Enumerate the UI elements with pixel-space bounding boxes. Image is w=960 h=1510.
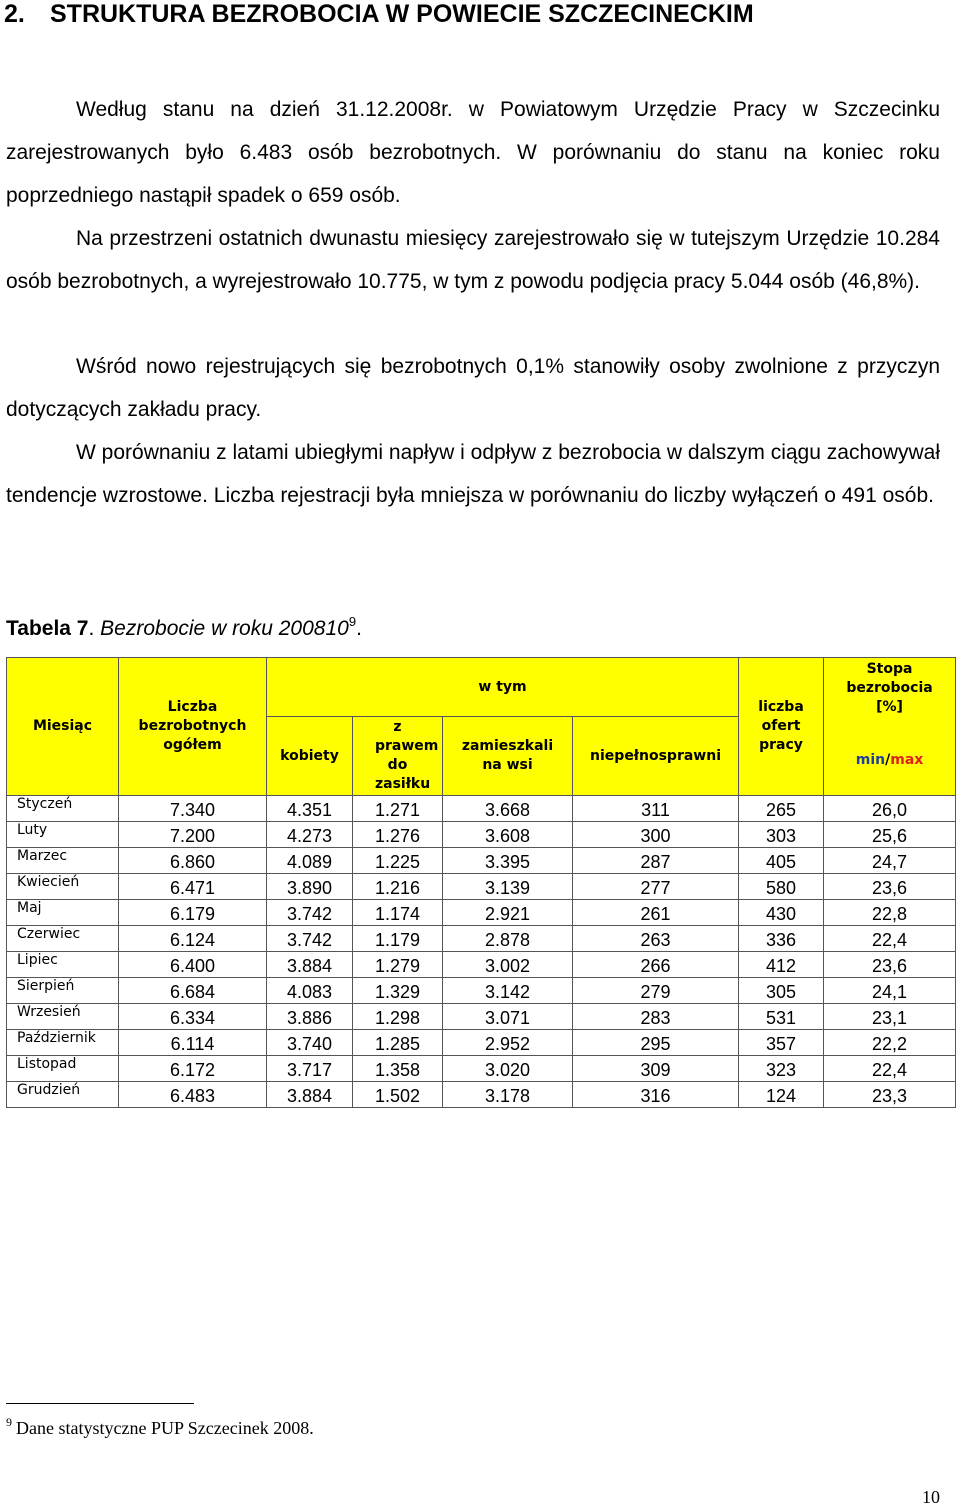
cell-rural: 3.395	[443, 848, 573, 874]
cell-rate: 23,6	[824, 952, 956, 978]
cell-benefit: 1.502	[353, 1082, 443, 1108]
cell-total: 6.179	[119, 900, 267, 926]
cell-offers: 430	[739, 900, 824, 926]
cell-benefit: 1.329	[353, 978, 443, 1004]
cell-rate: 24,7	[824, 848, 956, 874]
paragraph-3: Wśród nowo rejestrujących się bezrobotnych 0,1% stanowiły osoby zwolnione z przyczyn dotyczących zakładu pracy.	[6, 355, 940, 421]
cell-disabled: 277	[573, 874, 739, 900]
header-rate: Stopa bezrobocia [%] min/max	[824, 658, 956, 796]
cell-month: Wrzesień	[7, 1004, 119, 1030]
cell-disabled: 261	[573, 900, 739, 926]
footnote-number: 9	[6, 1415, 12, 1429]
cell-offers: 531	[739, 1004, 824, 1030]
cell-rate: 26,0	[824, 796, 956, 822]
cell-month: Listopad	[7, 1056, 119, 1082]
cell-total: 6.860	[119, 848, 267, 874]
cell-rural: 2.921	[443, 900, 573, 926]
cell-offers: 305	[739, 978, 824, 1004]
cell-rate: 24,1	[824, 978, 956, 1004]
table-row	[7, 874, 956, 900]
cell-rural: 3.002	[443, 952, 573, 978]
cell-women: 3.740	[267, 1030, 353, 1056]
cell-month: Grudzień	[7, 1082, 119, 1108]
cell-women: 3.742	[267, 926, 353, 952]
cell-total: 6.124	[119, 926, 267, 952]
cell-rural: 3.139	[443, 874, 573, 900]
footnote-text: Dane statystyczne PUP Szczecinek 2008.	[16, 1418, 314, 1438]
section-number: 2.	[4, 0, 25, 28]
cell-disabled: 287	[573, 848, 739, 874]
table-row	[7, 1004, 956, 1030]
cell-total: 6.483	[119, 1082, 267, 1108]
header-offers: liczba ofert pracy	[739, 658, 824, 796]
cell-women: 4.351	[267, 796, 353, 822]
paragraph-1: Według stanu na dzień 31.12.2008r. w Powiatowym Urzędzie Pracy w Szczecinku zarejestrowanych było 6.483 osób bezrobotnych. W porównaniu do stanu na koniec roku poprzedniego nastąpił spadek o 659 osób.	[6, 98, 940, 207]
cell-rate: 22,8	[824, 900, 956, 926]
table-row	[7, 900, 956, 926]
cell-women: 3.890	[267, 874, 353, 900]
header-benefit: z prawem do zasiłku	[353, 717, 443, 796]
cell-month: Maj	[7, 900, 119, 926]
cell-total: 6.400	[119, 952, 267, 978]
cell-disabled: 316	[573, 1082, 739, 1108]
cell-benefit: 1.174	[353, 900, 443, 926]
table-row	[7, 796, 956, 822]
cell-benefit: 1.358	[353, 1056, 443, 1082]
caption-title: Bezrobocie w roku 200810	[100, 617, 349, 640]
table-row	[7, 926, 956, 952]
caption-label: Tabela 7	[6, 617, 89, 640]
paragraph-4: W porównaniu z latami ubiegłymi napływ i odpływ z bezrobocia w dalszym ciągu zachowywał tendencje wzrostowe. Liczba rejestracji była mniejsza w porównaniu do liczby wyłączeń o 491 osób.	[6, 441, 940, 507]
cell-offers: 357	[739, 1030, 824, 1056]
cell-women: 3.717	[267, 1056, 353, 1082]
cell-women: 3.742	[267, 900, 353, 926]
header-women: kobiety	[267, 717, 353, 796]
cell-rural: 2.952	[443, 1030, 573, 1056]
cell-offers: 124	[739, 1082, 824, 1108]
cell-rural: 3.178	[443, 1082, 573, 1108]
table-row	[7, 1030, 956, 1056]
page-number: 10	[922, 1487, 940, 1507]
header-rate-minmax: min/max	[855, 752, 924, 768]
table-row	[7, 952, 956, 978]
cell-benefit: 1.216	[353, 874, 443, 900]
header-rural: zamieszkali na wsi	[443, 717, 573, 796]
cell-total: 6.114	[119, 1030, 267, 1056]
cell-offers: 323	[739, 1056, 824, 1082]
cell-month: Marzec	[7, 848, 119, 874]
header-total: Liczba bezrobotnych ogółem	[119, 658, 267, 796]
section-heading	[4, 0, 754, 29]
cell-rate: 22,2	[824, 1030, 956, 1056]
cell-rate: 23,6	[824, 874, 956, 900]
cell-rural: 3.668	[443, 796, 573, 822]
cell-offers: 336	[739, 926, 824, 952]
cell-benefit: 1.285	[353, 1030, 443, 1056]
cell-rate: 23,3	[824, 1082, 956, 1108]
cell-offers: 303	[739, 822, 824, 848]
footnote-rule	[6, 1403, 194, 1404]
cell-rural: 3.071	[443, 1004, 573, 1030]
cell-disabled: 279	[573, 978, 739, 1004]
cell-disabled: 263	[573, 926, 739, 952]
cell-disabled: 309	[573, 1056, 739, 1082]
cell-benefit: 1.225	[353, 848, 443, 874]
cell-disabled: 311	[573, 796, 739, 822]
cell-rural: 2.878	[443, 926, 573, 952]
cell-women: 4.083	[267, 978, 353, 1004]
cell-offers: 265	[739, 796, 824, 822]
table-caption: Tabela 7. Bezrobocie w roku 200810$^9$.	[6, 614, 362, 640]
cell-benefit: 1.271	[353, 796, 443, 822]
header-month: Miesiąc	[7, 658, 119, 796]
footnote-ref[interactable]: 9	[348, 614, 357, 629]
cell-women: 3.884	[267, 952, 353, 978]
cell-month: Lipiec	[7, 952, 119, 978]
cell-total: 6.684	[119, 978, 267, 1004]
table-row	[7, 1056, 956, 1082]
cell-total: 7.340	[119, 796, 267, 822]
cell-rate: 23,1	[824, 1004, 956, 1030]
cell-total: 7.200	[119, 822, 267, 848]
cell-women: 4.089	[267, 848, 353, 874]
cell-disabled: 266	[573, 952, 739, 978]
cell-month: Październik	[7, 1030, 119, 1056]
cell-rate: 22,4	[824, 1056, 956, 1082]
table-row	[7, 848, 956, 874]
footnote	[6, 1415, 314, 1439]
header-disabled: niepełnosprawni	[573, 717, 739, 796]
cell-women: 4.273	[267, 822, 353, 848]
cell-total: 6.172	[119, 1056, 267, 1082]
section-title: STRUKTURA BEZROBOCIA W POWIECIE SZCZECINECKIM	[50, 0, 754, 28]
table-row	[7, 1082, 956, 1108]
cell-rural: 3.020	[443, 1056, 573, 1082]
cell-offers: 580	[739, 874, 824, 900]
table-row	[7, 822, 956, 848]
cell-disabled: 300	[573, 822, 739, 848]
cell-disabled: 295	[573, 1030, 739, 1056]
cell-month: Sierpień	[7, 978, 119, 1004]
cell-benefit: 1.276	[353, 822, 443, 848]
cell-benefit: 1.298	[353, 1004, 443, 1030]
cell-benefit: 1.279	[353, 952, 443, 978]
cell-offers: 412	[739, 952, 824, 978]
cell-total: 6.471	[119, 874, 267, 900]
cell-month: Luty	[7, 822, 119, 848]
cell-month: Czerwiec	[7, 926, 119, 952]
cell-women: 3.884	[267, 1082, 353, 1108]
cell-benefit: 1.179	[353, 926, 443, 952]
table-row	[7, 978, 956, 1004]
cell-rural: 3.608	[443, 822, 573, 848]
cell-rate: 22,4	[824, 926, 956, 952]
cell-rural: 3.142	[443, 978, 573, 1004]
cell-women: 3.886	[267, 1004, 353, 1030]
cell-month: Kwiecień	[7, 874, 119, 900]
cell-offers: 405	[739, 848, 824, 874]
cell-rate: 25,6	[824, 822, 956, 848]
unemployment-table	[6, 657, 956, 1108]
header-group: w tym	[267, 658, 739, 717]
cell-disabled: 283	[573, 1004, 739, 1030]
cell-total: 6.334	[119, 1004, 267, 1030]
paragraph-2: Na przestrzeni ostatnich dwunastu miesięcy zarejestrowało się w tutejszym Urzędzie 10.284 osób bezrobotnych, a wyrejestrowało 10.775, w tym z powodu podjęcia pracy 5.044 osób (46,8%).	[6, 227, 940, 293]
cell-month: Styczeń	[7, 796, 119, 822]
